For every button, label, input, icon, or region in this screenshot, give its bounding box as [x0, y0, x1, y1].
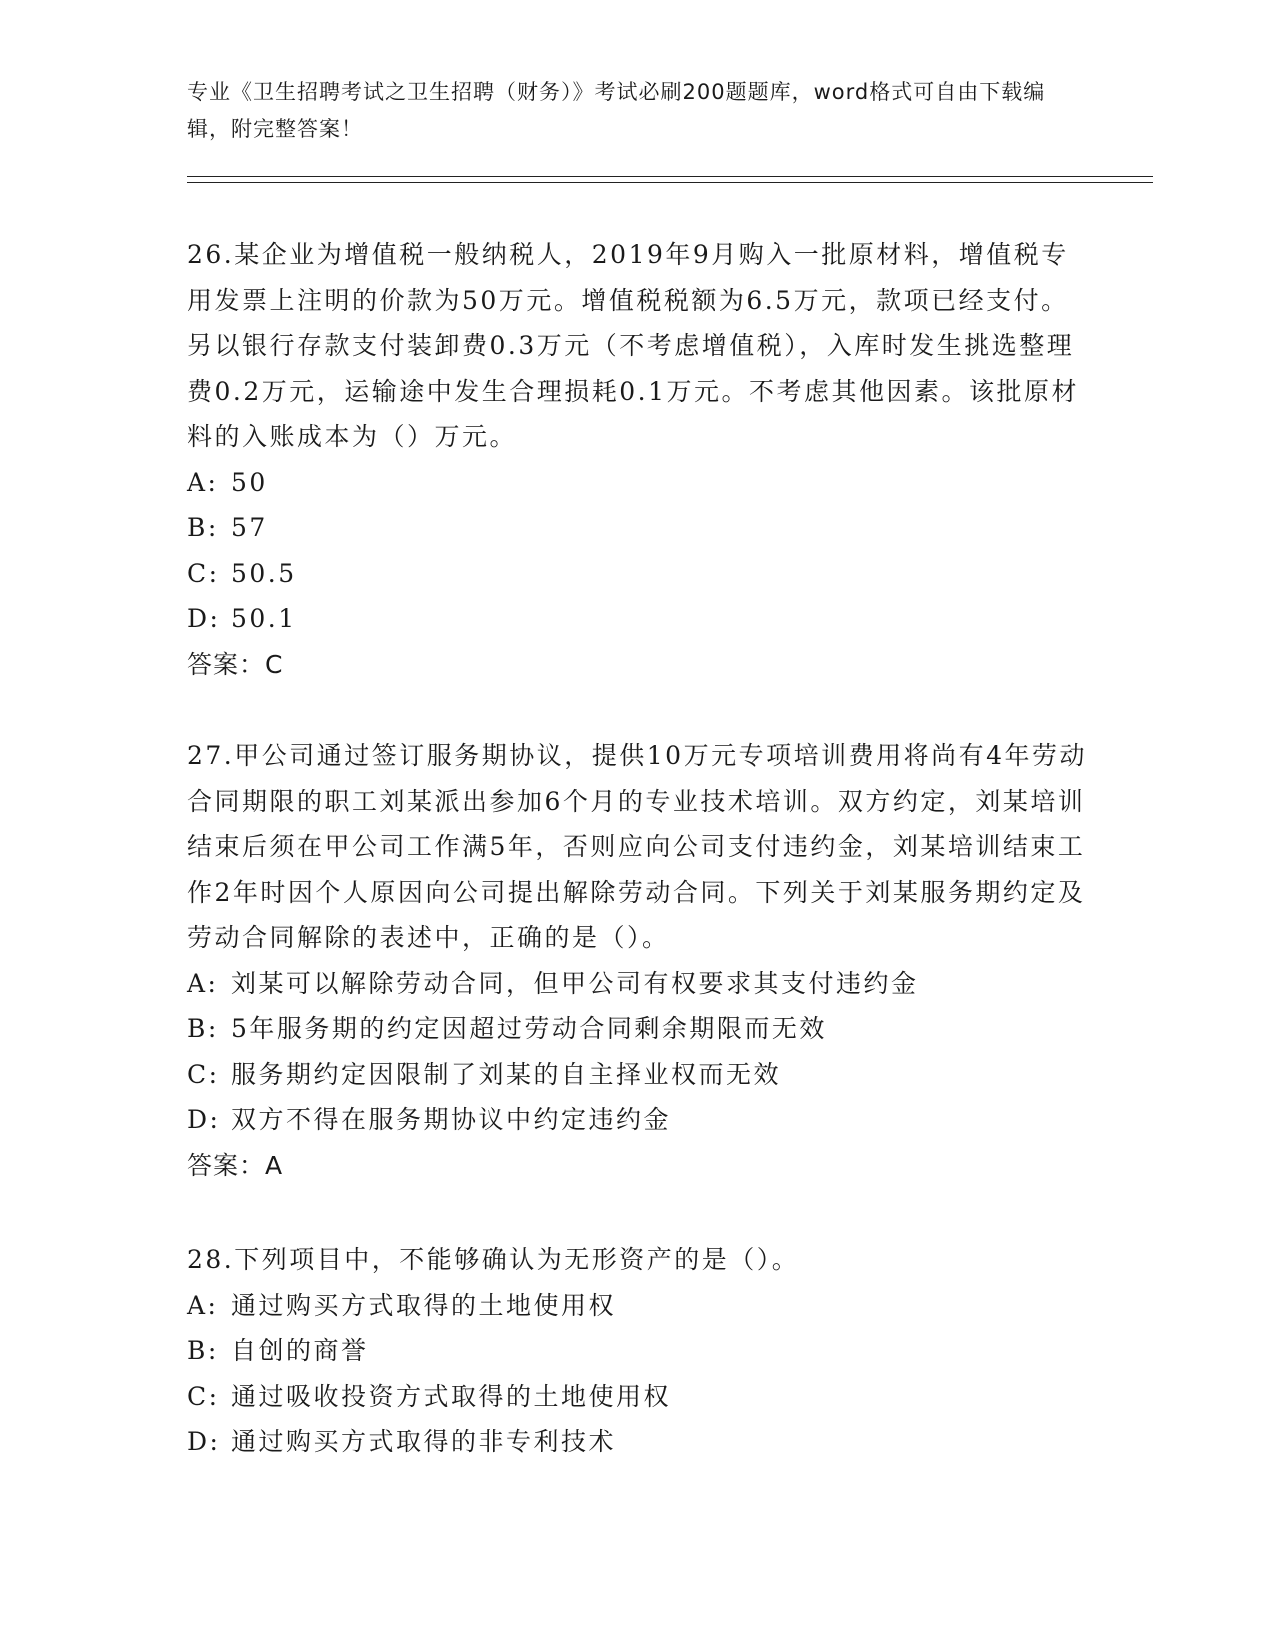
header-text: 专业《卫生招聘考试之卫生招聘（财务）》考试必刷200题题库，word格式可自由下载编辑，附完整答案！ — [187, 80, 1046, 141]
option-key: A: — [187, 467, 219, 497]
option-c — [187, 1052, 1087, 1098]
option-a — [187, 961, 1087, 1007]
option-key: D: — [187, 1427, 221, 1456]
option-key: B: — [187, 1014, 219, 1043]
option-key: D: — [187, 604, 221, 633]
option-a — [187, 460, 1087, 506]
option-text: 通过购买方式取得的土地使用权 — [231, 1290, 617, 1320]
question-27 — [187, 733, 1087, 1188]
option-b — [187, 505, 1087, 551]
option-text: 服务期约定因限制了刘某的自主择业权而无效 — [231, 1059, 782, 1089]
option-key: B: — [187, 513, 219, 542]
option-c — [187, 1374, 1087, 1420]
option-key: B: — [187, 1336, 219, 1365]
option-key: C: — [187, 1059, 220, 1089]
option-b — [187, 1006, 1087, 1052]
option-text: 50 — [231, 467, 268, 497]
question-number: 27. — [187, 741, 235, 770]
option-text: 自创的商誉 — [231, 1336, 369, 1365]
option-text: 刘某可以解除劳动合同，但甲公司有权要求其支付违约金 — [231, 968, 919, 998]
option-text: 5年服务期的约定因超过劳动合同剩余期限而无效 — [231, 1014, 827, 1043]
option-text: 通过购买方式取得的非专利技术 — [231, 1427, 617, 1456]
option-text: 50.5 — [231, 558, 297, 588]
option-b — [187, 1328, 1087, 1374]
question-number: 26. — [187, 240, 235, 269]
question-text: 甲公司通过签订服务期协议，提供10万元专项培训费用将尚有4年劳动合同期限的职工刘某派出参加6个月的专业技术培训。双方约定，刘某培训结束后须在甲公司工作满5年，否则应向公司支付违约金，刘某培训结束工作2年时因个人原因向公司提出解除劳动合同。下列关于刘某服务期约定及劳动合同解除的表述中，正确的是（）。 — [187, 741, 1087, 952]
option-a — [187, 1283, 1087, 1329]
question-26 — [187, 232, 1087, 687]
option-key: D: — [187, 1105, 221, 1134]
option-text: 双方不得在服务期协议中约定违约金 — [231, 1105, 672, 1134]
option-d — [187, 1097, 1087, 1143]
header-divider — [187, 176, 1153, 183]
question-number: 28. — [187, 1245, 235, 1274]
option-c — [187, 551, 1087, 597]
option-key: C: — [187, 558, 220, 588]
question-stem — [187, 232, 1087, 460]
answer-line: 答案：C — [187, 649, 284, 679]
option-key: C: — [187, 1381, 220, 1411]
question-stem — [187, 1237, 1087, 1283]
question-stem — [187, 733, 1087, 961]
question-text: 下列项目中，不能够确认为无形资产的是（）。 — [234, 1245, 800, 1274]
option-text: 57 — [231, 513, 268, 542]
option-key: A: — [187, 1290, 219, 1320]
answer-line: 答案：A — [187, 1150, 284, 1180]
option-text: 50.1 — [231, 604, 297, 633]
option-d — [187, 596, 1087, 642]
option-key: A: — [187, 968, 219, 998]
question-28 — [187, 1237, 1087, 1465]
question-text: 某企业为增值税一般纳税人，2019年9月购入一批原材料，增值税专用发票上注明的价款为50万元。增值税税额为6.5万元，款项已经支付。另以银行存款支付装卸费0.3万元（不考虑增值税），入库时发生挑选整理费0.2万元，运输途中发生合理损耗0.1万元。不考虑其他因素。该批原材料的入账成本为（）万元。 — [187, 240, 1080, 451]
option-d — [187, 1419, 1087, 1465]
option-text: 通过吸收投资方式取得的土地使用权 — [231, 1381, 672, 1411]
document-header — [187, 74, 1087, 148]
